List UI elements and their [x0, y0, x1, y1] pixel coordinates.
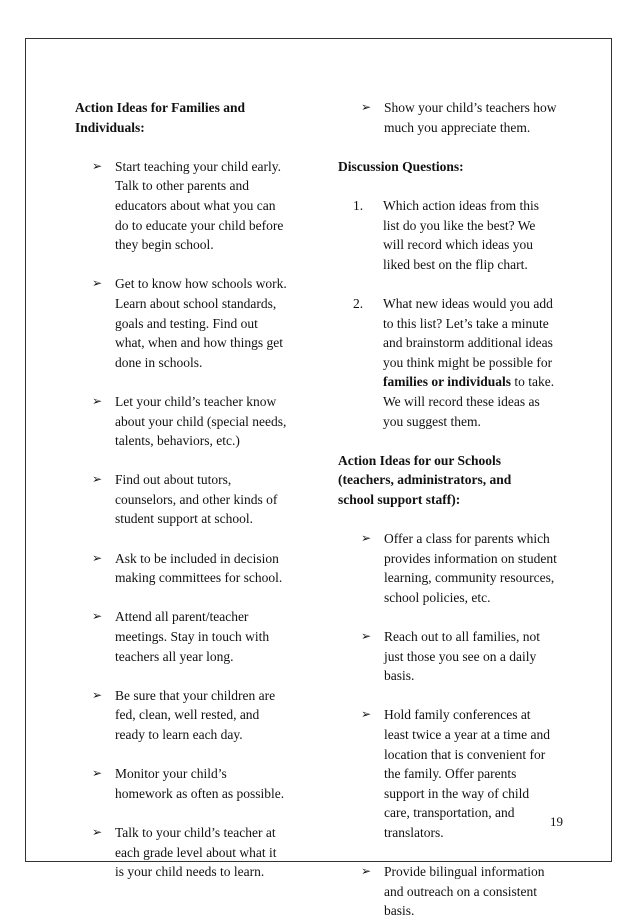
action-item-line: and outreach on a consistent — [384, 883, 537, 899]
right-column — [338, 98, 578, 921]
question-line: to this list? Let’s take a minute — [383, 315, 549, 331]
spacer — [361, 843, 578, 863]
arrow-bullet-icon: ➢ — [92, 687, 103, 702]
action-item-line: Talk to your child’s teacher at — [115, 824, 276, 840]
action-item-line: the family. Offer parents — [384, 766, 517, 782]
spacer — [338, 176, 578, 196]
question-line: list do you like the best? We — [383, 217, 536, 233]
action-item — [361, 627, 578, 686]
action-item-line: talents, behaviors, etc.) — [115, 433, 240, 449]
question-item — [353, 294, 578, 431]
action-item-line: much you appreciate them. — [384, 119, 531, 135]
discussion-heading: Discussion Questions: — [338, 158, 464, 174]
action-item-line: counselors, and other kinds of — [115, 491, 278, 507]
spacer — [92, 803, 315, 823]
spacer — [361, 607, 578, 627]
action-item-line: what, when and how things get — [115, 335, 283, 351]
schools-action-list — [361, 529, 578, 921]
action-item-line: making committees for school. — [115, 570, 283, 586]
action-item — [361, 529, 578, 607]
spacer — [92, 588, 315, 608]
question-line: liked best on the flip chart. — [383, 256, 528, 272]
families-action-list-continued — [361, 98, 578, 137]
action-item-line: fed, clean, well rested, and — [115, 707, 260, 723]
action-item-line: Monitor your child’s — [115, 766, 227, 782]
action-item-line: Start teaching your child early. — [115, 158, 281, 174]
arrow-bullet-icon: ➢ — [361, 100, 372, 114]
action-item-line: support in the way of child — [384, 785, 530, 801]
spacer — [92, 372, 315, 392]
discussion-questions-list — [338, 196, 578, 431]
question-number: 1. — [353, 197, 364, 213]
action-item-line: do to educate your child before — [115, 217, 284, 233]
question-emphasis: families or individuals — [383, 374, 512, 390]
spacer — [92, 529, 315, 549]
page-number: 19 — [550, 814, 563, 829]
action-item-line: Be sure that your children are — [115, 687, 276, 703]
action-item — [92, 274, 315, 372]
action-item-line: basis. — [384, 903, 415, 919]
arrow-bullet-icon: ➢ — [92, 609, 103, 624]
arrow-bullet-icon: ➢ — [361, 864, 372, 879]
arrow-bullet-icon: ➢ — [92, 276, 103, 291]
spacer — [92, 745, 315, 765]
action-item-line: just those you see on a daily — [384, 648, 537, 664]
schools-heading-line1: Action Ideas for our Schools — [338, 452, 502, 468]
arrow-bullet-icon: ➢ — [92, 824, 103, 839]
arrow-bullet-icon: ➢ — [361, 707, 372, 722]
families-action-list — [92, 157, 315, 882]
question-line: to take. — [511, 374, 555, 390]
action-item-line: done in schools. — [115, 354, 203, 370]
action-item-line: Attend all parent/teacher — [115, 609, 249, 625]
spacer — [92, 451, 315, 471]
action-item-line: Let your child’s teacher know — [115, 393, 277, 409]
action-item-line: meetings. Stay in touch with — [115, 629, 270, 645]
families-heading-line2: Individuals: — [75, 119, 145, 135]
arrow-bullet-icon: ➢ — [92, 472, 103, 487]
action-item-line: location that is convenient for — [384, 746, 546, 762]
action-item-line: Show your child’s teachers how — [384, 100, 557, 115]
arrow-bullet-icon: ➢ — [92, 550, 103, 565]
action-item-line: Provide bilingual information — [384, 864, 545, 880]
question-line: you suggest them. — [383, 413, 481, 429]
action-item — [92, 549, 315, 588]
action-item — [361, 98, 578, 137]
action-item-line: Learn about school standards, — [115, 295, 277, 311]
action-item-line: learning, community resources, — [384, 570, 555, 586]
spacer — [338, 274, 578, 294]
arrow-bullet-icon: ➢ — [361, 531, 372, 546]
action-item-line: teachers all year long. — [115, 648, 234, 664]
action-item — [92, 392, 315, 451]
action-item-line: Hold family conferences at — [384, 707, 531, 723]
schools-heading-line3: school support staff): — [338, 491, 461, 507]
spacer — [338, 137, 578, 157]
question-line: you think might be possible for — [383, 354, 553, 370]
spacer — [361, 686, 578, 706]
question-line: We will record these ideas as — [383, 393, 540, 409]
action-item-line: translators. — [384, 824, 444, 840]
action-item — [92, 470, 315, 529]
schools-heading — [338, 451, 578, 510]
question-number: 2. — [353, 295, 364, 311]
action-item — [92, 686, 315, 745]
action-item-line: educators about what you can — [115, 197, 276, 213]
spacer — [92, 255, 315, 275]
action-item-line: least twice a year at a time and — [384, 727, 551, 742]
spacer — [338, 509, 578, 529]
question-line: will record which ideas you — [383, 237, 533, 253]
action-item-line: is your child needs to learn. — [115, 864, 265, 880]
action-item-line: Find out about tutors, — [115, 472, 232, 488]
question-line: What new ideas would you add — [383, 295, 553, 311]
arrow-bullet-icon: ➢ — [92, 393, 103, 408]
action-item-line: each grade level about what it — [115, 844, 277, 860]
arrow-bullet-icon: ➢ — [92, 158, 103, 173]
action-item — [92, 764, 315, 803]
schools-heading-line2: (teachers, administrators, and — [338, 472, 512, 488]
question-item — [353, 196, 578, 274]
action-item-line: Reach out to all families, not — [384, 629, 540, 645]
spacer — [338, 431, 578, 451]
action-item-line: care, transportation, and — [384, 805, 515, 821]
action-item-line: goals and testing. Find out — [115, 315, 258, 331]
action-item-line: Get to know how schools work. — [115, 276, 287, 292]
action-item-line: Offer a class for parents which — [384, 531, 550, 547]
action-item-line: Talk to other parents and — [115, 178, 250, 194]
action-item — [92, 607, 315, 666]
action-item-line: about your child (special needs, — [115, 413, 287, 429]
spacer — [75, 137, 315, 157]
action-item-line: basis. — [384, 668, 415, 684]
action-item — [92, 157, 315, 255]
action-item-line: homework as often as possible. — [115, 785, 285, 801]
arrow-bullet-icon: ➢ — [92, 766, 103, 781]
action-item-line: school policies, etc. — [384, 589, 491, 605]
spacer — [92, 666, 315, 686]
action-item-line: Ask to be included in decision — [115, 550, 279, 566]
question-line: Which action ideas from this — [383, 197, 539, 213]
left-column — [75, 98, 315, 882]
action-item-line: student support at school. — [115, 511, 253, 527]
action-item-line: they begin school. — [115, 237, 214, 253]
action-item — [92, 823, 315, 882]
action-item — [361, 705, 578, 842]
action-item-line: ready to learn each day. — [115, 727, 243, 742]
arrow-bullet-icon: ➢ — [361, 629, 372, 644]
families-heading — [75, 98, 315, 137]
question-line: and brainstorm additional ideas — [383, 335, 553, 351]
action-item — [361, 862, 578, 921]
families-heading-line1: Action Ideas for Families and — [75, 100, 246, 115]
action-item-line: provides information on student — [384, 550, 557, 566]
